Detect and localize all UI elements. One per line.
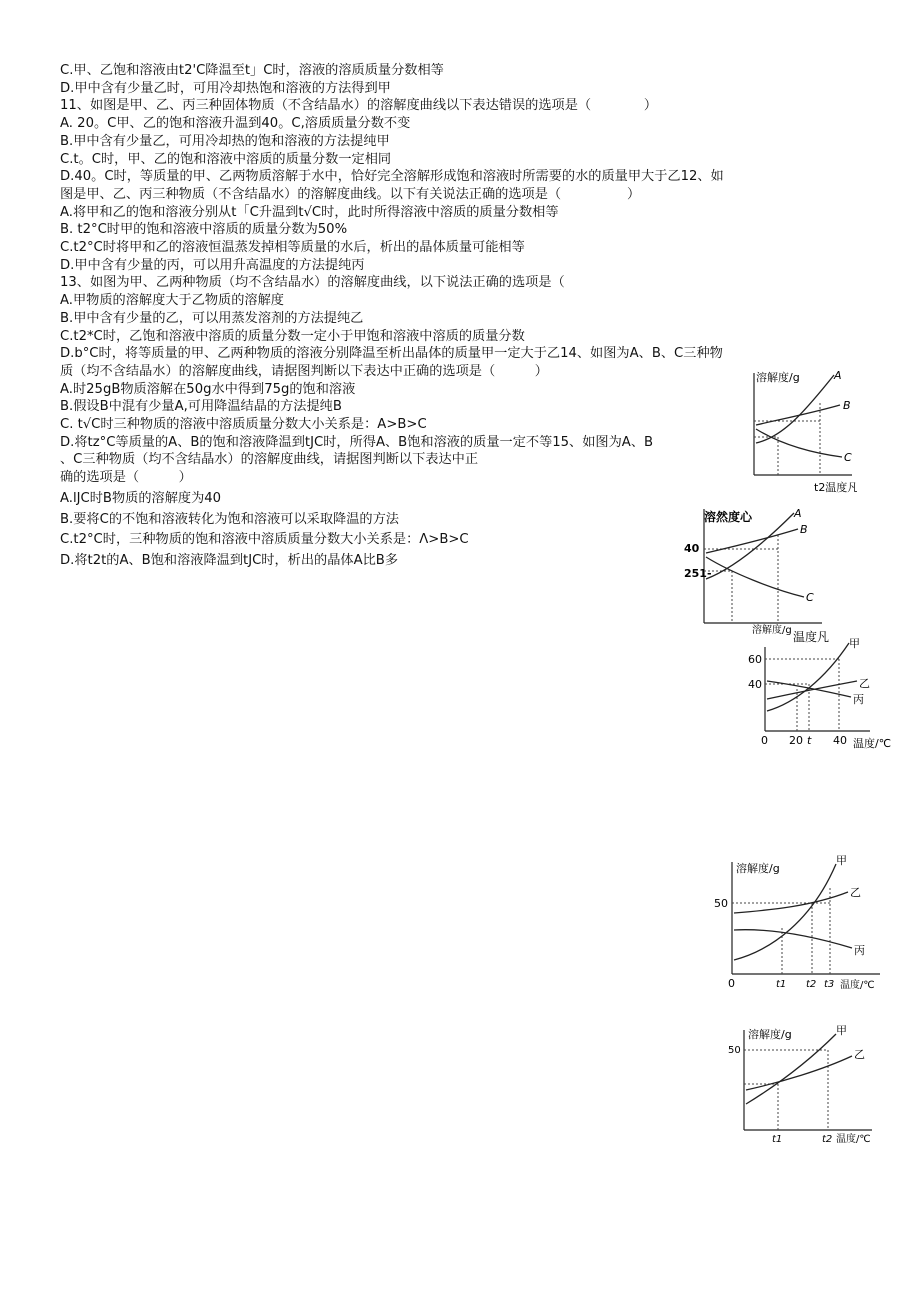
text-line: C. t√C时三种物质的溶液中溶质质量分数大小关系是：A>B>C [60, 417, 427, 433]
y-tick-label: 50 [728, 1045, 741, 1056]
y-axis-label: 溶解度/g [756, 371, 800, 384]
text-line: 图是甲、乙、丙三种物质（不含结晶水）的溶解度曲线。以下有关说法正确的选项是（ ） [60, 186, 641, 202]
x-tick-label: t1 [776, 979, 787, 990]
solubility-graph-abc-2 [682, 505, 832, 635]
solubility-graph-abc-1 [742, 365, 857, 495]
y-axis-label: 溶解度/g [748, 1028, 792, 1041]
curve-b [756, 405, 840, 425]
text-line: D.将t2t的A、B饱和溶液降温到tJC时，析出的晶体A比B多 [60, 552, 399, 568]
solubility-graph-3 [745, 627, 905, 752]
curve-label: 甲 [849, 637, 860, 650]
text-line: B.甲中含有少量乙，可用冷却热的饱和溶液的方法提纯甲 [60, 133, 390, 149]
curve-a [756, 375, 834, 443]
x-tick-label: t [807, 734, 812, 747]
x-tick-label: t2 [806, 979, 817, 990]
text-line: A. 20。C甲、乙的饱和溶液升温到40。C,溶质质量分数不变 [60, 116, 411, 132]
text-line: 、C三种物质（均不含结晶水）的溶解度曲线，请据图判断以下表达中正 [60, 452, 479, 468]
curve-yi [746, 1056, 852, 1090]
figure-title: 温度凡 [793, 630, 830, 644]
x-axis-label: t2温度凡 [814, 481, 857, 494]
text-line: D.甲中含有少量的丙，可以用升高温度的方法提纯丙 [60, 257, 365, 273]
curve-label: 乙 [854, 1048, 865, 1061]
curve-label: 甲 [836, 1024, 847, 1037]
text-line: A.时25gB物质溶解在50g水中得到75g的饱和溶液 [60, 381, 356, 397]
curve-yi [734, 892, 848, 913]
x-axis-label: 温度/℃ [836, 1134, 871, 1145]
text-line: A.将甲和乙的饱和溶液分别从t「C升温到t√C时，此时所得溶液中溶质的质量分数相等 [60, 204, 559, 220]
y-tick-label: 251- [684, 567, 712, 580]
curve-c [756, 429, 842, 457]
x-tick-label: t1 [772, 1134, 783, 1145]
curve-label: 乙 [859, 677, 870, 690]
text-line: 13、如图为甲、乙两种物质（均不含结晶水）的溶解度曲线，以下说法正确的选项是（ [60, 275, 565, 291]
text-line: C.t2°C时将甲和乙的溶液恒温蒸发掉相等质量的水后，析出的晶体质量可能相等 [60, 240, 525, 256]
text-line: D.40。C时，等质量的甲、乙两物质溶解于水中，恰好完全溶解形成饱和溶液时所需要的水的质量甲大于乙12、如 [60, 169, 724, 185]
text-line: D.甲中含有少量乙时，可用冷却热饱和溶液的方法得到甲 [60, 80, 391, 96]
curve-jia [767, 643, 849, 711]
text-line: D.将tz°C等质量的A、B的饱和溶液降温到tJC时，所得A、B饱和溶液的质量一定不等15、如图为A、B [60, 434, 654, 450]
x-axis-label: 温度/℃ [840, 980, 875, 991]
curve-label: 甲 [836, 854, 847, 867]
text-line: A.lJC时B物质的溶解度为40 [60, 490, 222, 506]
text-line: B. t2°C时甲的饱和溶液中溶质的质量分数为50% [60, 222, 348, 238]
curve-jia [746, 1034, 836, 1104]
curve-label: B [843, 399, 851, 412]
text-line: A.甲物质的溶解度大于乙物质的溶解度 [60, 293, 284, 309]
y-axis-label: 溶解度/g [736, 862, 780, 875]
curve-label: 乙 [850, 886, 861, 899]
text-line: C.甲、乙饱和溶液由t2'C降温至t」C时，溶液的溶质质量分数相等 [60, 63, 444, 78]
y-tick-label: 50 [714, 897, 728, 910]
curve-label: A [794, 507, 802, 520]
x-tick-label: 0 [728, 977, 735, 990]
y-tick-label: 40 [684, 542, 700, 555]
curve-label: 丙 [853, 693, 864, 706]
text-line: C.t2*C时，乙饱和溶液中溶质的质量分数一定小于甲饱和溶液中溶质的质量分数 [60, 328, 525, 344]
x-axis-label: 温度/℃ [853, 737, 892, 750]
x-tick-label: 0 [761, 734, 768, 747]
solubility-graph-5 [722, 1020, 882, 1150]
text-line: B.假设B中混有少量A,可用降温结晶的方法提纯B [60, 399, 342, 415]
y-tick-label: 40 [748, 678, 762, 691]
text-line: 质（均不含结晶水）的溶解度曲线，请据图判断以下表达中正确的选项是（ ） [60, 363, 548, 379]
curve-label: C [844, 451, 852, 464]
question-text [60, 62, 840, 570]
y-tick-label: 60 [748, 653, 762, 666]
text-line: C.t。C时，甲、乙的饱和溶液中溶质的质量分数一定相同 [60, 151, 392, 167]
text-line: 确的选项是（ ） [60, 470, 192, 486]
curve-label: C [806, 591, 814, 604]
curve-label: B [800, 523, 808, 536]
figure-footer-label: 溶解度/g [752, 625, 792, 635]
x-tick-label: 40 [833, 734, 847, 747]
y-axis-label: 溶然度心 [704, 510, 753, 524]
x-tick-label: 20 [789, 734, 803, 747]
text-line: B.甲中含有少量的乙，可以用蒸发溶剂的方法提纯乙 [60, 310, 364, 326]
text-line: 11、如图是甲、乙、丙三种固体物质（不含结晶水）的溶解度曲线以下表达错误的选项是（ ） [60, 98, 658, 114]
text-line: B.要将C的不饱和溶液转化为饱和溶液可以采取降温的方法 [60, 511, 399, 527]
solubility-graph-4 [712, 850, 892, 995]
curve-label: A [834, 369, 842, 382]
curve-c [706, 557, 804, 597]
curve-bing [734, 930, 852, 948]
text-line: D.b°C时，将等质量的甲、乙两种物质的溶液分别降温至析出晶体的质量甲一定大于乙14、如图为A、B、C三种物 [60, 346, 723, 362]
x-tick-label: t3 [824, 979, 835, 990]
curve-label: 丙 [854, 944, 865, 957]
text-line: C.t2°C时，三种物质的饱和溶液中溶质质量分数大小关系是：Λ>B>C [60, 532, 469, 548]
x-tick-label: t2 [822, 1134, 833, 1145]
